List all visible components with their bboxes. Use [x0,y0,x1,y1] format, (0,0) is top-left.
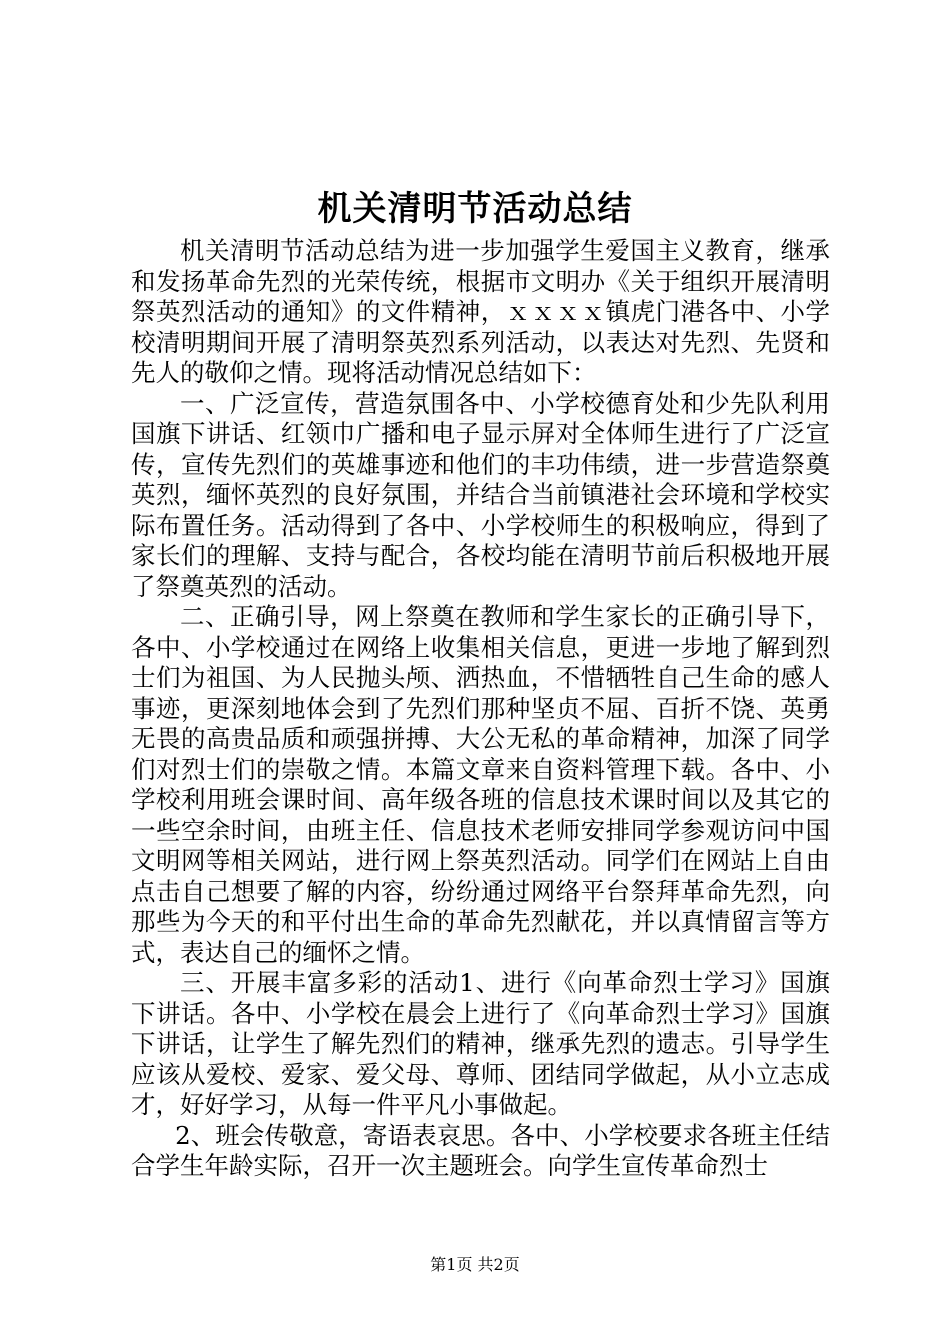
page-footer: 第1页 共2页 [430,1255,520,1274]
paragraph-section-2: 二、正确引导，网上祭奠在教师和学生家长的正确引导下，各中、小学校通过在网络上收集相关信息，更进一步地了解到烈士们为祖国、为人民抛头颅、洒热血，不惜牺牲自己生命的感人事迹，更深刻地体会到了先烈们那种坚贞不屈、百折不饶、英勇无畏的高贵品质和顽强拼搏、大公无私的革命精神，加深了同学们对烈士们的崇敬之情。本篇文章来自资料管理下载。各中、小学校利用班会课时间、高年级各班的信息技术课时间以及其它的一些空余时间，由班主任、信息技术老师安排同学参观访问中国文明网等相关网站，进行网上祭英烈活动。同学们在网站上自由点击自己想要了解的内容，纷纷通过网络平台祭拜革命先烈，向那些为今天的和平付出生命的革命先烈献花，并以真情留言等方式，表达自己的缅怀之情。 [131,602,830,967]
paragraph-section-1: 一、广泛宣传，营造氛围各中、小学校德育处和少先队利用国旗下讲话、红领巾广播和电子显示屏对全体师生进行了广泛宣传，宣传先烈们的英雄事迹和他们的丰功伟绩，进一步营造祭奠英烈，缅怀英烈的良好氛围，并结合当前镇港社会环境和学校实际布置任务。活动得到了各中、小学校师生的积极响应，得到了家长们的理解、支持与配合，各校均能在清明节前后积极地开展了祭奠英烈的活动。 [131,388,830,601]
document-body [131,236,830,1182]
document-title: 机关清明节活动总结 [317,189,633,229]
paragraph-item-2: 2、班会传敬意，寄语表哀思。各中、小学校要求各班主任结合学生年龄实际，召开一次主题班会。向学生宣传革命烈士 [131,1120,830,1180]
paragraph-intro: 机关清明节活动总结为进一步加强学生爱国主义教育，继承和发扬革命先烈的光荣传统，根据市文明办《关于组织开展清明祭英烈活动的通知》的文件精神，ｘｘｘｘ镇虎门港各中、小学校清明期间开展了清明祭英烈系列活动，以表达对先烈、先贤和先人的敬仰之情。现将活动情况总结如下： [131,236,830,387]
paragraph-section-3: 三、开展丰富多彩的活动1、进行《向革命烈士学习》国旗下讲话。各中、小学校在晨会上进行了《向革命烈士学习》国旗下讲话，让学生了解先烈们的精神，继承先烈的遗志。引导学生应该从爱校、爱家、爱父母、尊师、团结同学做起，从小立志成才，好好学习，从每一件平凡小事做起。 [131,968,830,1119]
